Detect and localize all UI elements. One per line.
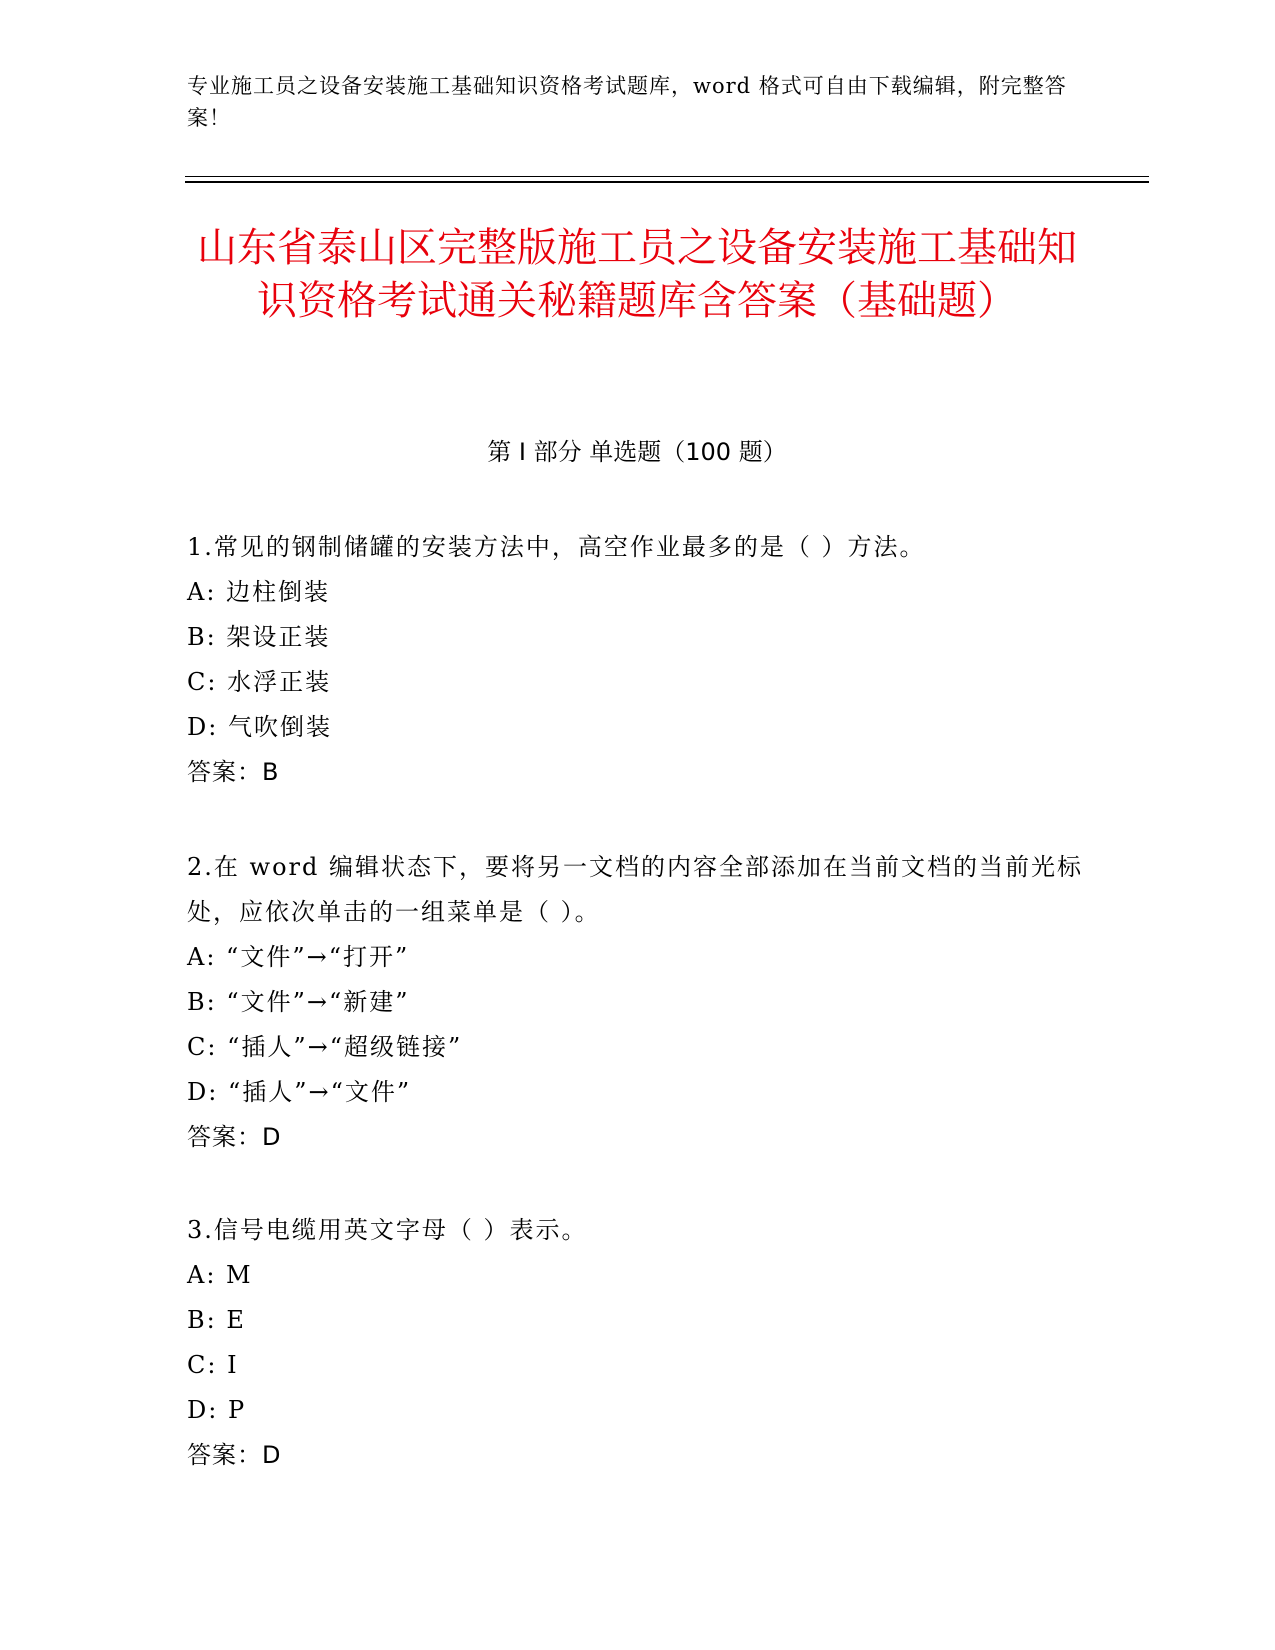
document-title: 山东省泰山区完整版施工员之设备安装施工基础知识资格考试通关秘籍题库含答案（基础题） [197,225,1077,324]
answer: 答案：D [187,1441,282,1469]
option-c: C: 水浮正装 [187,668,332,696]
option-d: D: 气吹倒装 [187,713,332,741]
option-a: A: M [187,1261,253,1289]
option-d: D: P [187,1396,247,1424]
header-note: 专业施工员之设备安装施工基础知识资格考试题库，word 格式可自由下载编辑，附完整答案！ [187,74,1067,130]
option-c: C: I [187,1351,239,1379]
option-a: A: “文件”→“打开” [187,943,410,971]
question-stem: 3.信号电缆用英文字母（ ）表示。 [187,1216,588,1244]
question-2 [187,845,1087,1160]
header-divider-thin [185,176,1149,177]
question-1 [187,525,1087,795]
option-b: B: “文件”→“新建” [187,988,410,1016]
question-stem: 1.常见的钢制储罐的安装方法中，高空作业最多的是（ ）方法。 [187,533,926,561]
header-divider-thick [185,181,1149,183]
question-stem: 2.在 word 编辑状态下，要将另一文档的内容全部添加在当前文档的当前光标处，应依次单击的一组菜单是（ ）。 [187,853,1083,926]
option-c: C: “插人”→“超级链接” [187,1033,463,1061]
answer: 答案：D [187,1123,282,1151]
option-d: D: “插人”→“文件” [187,1078,412,1106]
option-b: B: E [187,1306,246,1334]
option-a: A: 边柱倒装 [187,578,331,606]
answer: 答案：B [187,758,280,786]
question-3 [187,1208,1087,1478]
option-b: B: 架设正装 [187,623,331,651]
section-heading: 第 I 部分 单选题（100 题） [487,438,787,466]
